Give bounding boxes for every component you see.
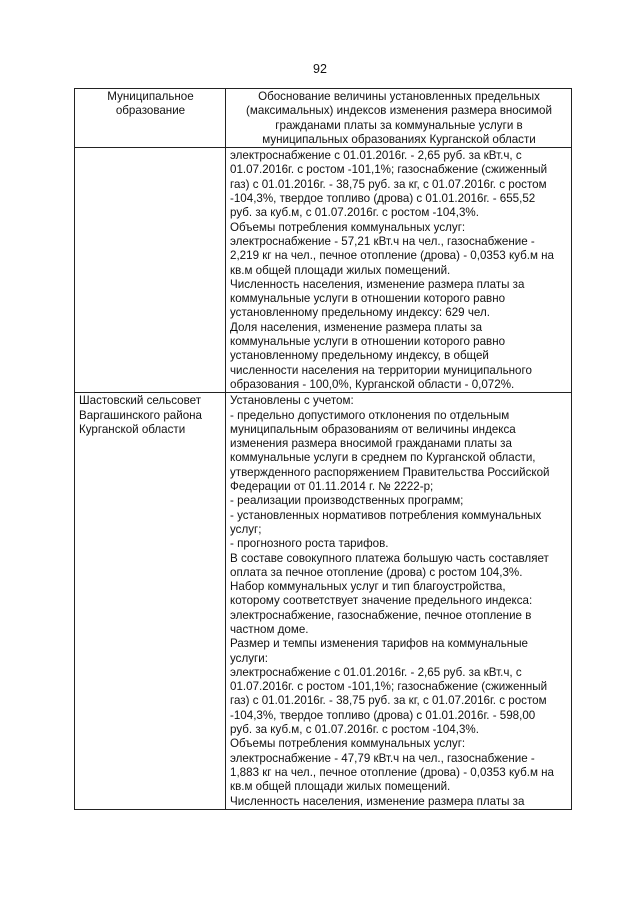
text-line: Доля населения, изменение размера платы за [230, 320, 483, 334]
header-col2 [230, 90, 568, 147]
text-line: 01.07.2016г. с ростом -101,1%; газоснабжение (сжиженный [230, 163, 548, 177]
header-justification [226, 89, 572, 148]
text-line: - прогнозного роста тарифов. [230, 537, 389, 551]
text-line: кв.м общей площади жилых помещений. [230, 780, 451, 794]
text-line: 1,883 кг на чел., печное отопление (дрова) - 0,0353 куб.м на [230, 765, 554, 779]
text-line: образование [115, 104, 186, 118]
text-line: Шастовский сельсовет [79, 394, 202, 408]
text-line: муниципальным образованиям от величины индекса [230, 422, 516, 436]
text-line: электроснабжение - 57,21 кВт.ч на чел., газоснабжение - [230, 234, 535, 248]
text-line: руб. за куб.м, с 01.07.2016г. с ростом -104,3%. [230, 206, 479, 220]
justification-cell [226, 393, 572, 810]
text-line: кв.м общей площади жилых помещений. [230, 263, 451, 277]
municipality-cell [75, 148, 226, 393]
text-line: Размер и темпы изменения тарифов на коммунальные [230, 637, 528, 651]
text-line: - установленных нормативов потребления коммунальных [230, 508, 542, 522]
text-line: коммунальные услуги в отношении которого равно [230, 335, 506, 349]
text-line: -104,3%, твердое топливо (дрова) с 01.01.2016г. - 598,00 [230, 708, 536, 722]
text-line: 01.07.2016г. с ростом -101,1%; газоснабжение (сжиженный [230, 680, 548, 694]
header-municipality [75, 89, 226, 148]
text-line: Установлены с учетом: [230, 394, 354, 408]
text-line: изменения размера вносимой гражданами платы за [230, 437, 512, 451]
text-line: электроснабжение с 01.01.2016г. - 2,65 руб. за кВт.ч, с [230, 665, 522, 679]
text-line: электроснабжение, газоснабжение, печное отопление в [230, 608, 532, 622]
text-line: муниципальных образованиях Курганской области [262, 132, 536, 146]
text-line: 2,219 кг на чел., печное отопление (дрова) - 0,0353 куб.м на [230, 249, 554, 263]
text-line: газ) с 01.01.2016г. - 38,75 руб. за кг, с 01.07.2016г. с ростом [230, 694, 547, 708]
text-line: установленному предельному индексу, в общей [230, 349, 489, 363]
tariff-index-table [74, 88, 572, 810]
text-line: Объемы потребления коммунальных услуг: [230, 737, 466, 751]
page-number: 92 [313, 62, 327, 76]
text-line: Набор коммунальных услуг и тип благоустройства, [230, 580, 506, 594]
text-line: - реализации производственных программ; [230, 494, 464, 508]
text-line: электроснабжение с 01.01.2016г. - 2,65 руб. за кВт.ч, с [230, 149, 522, 163]
table-row [75, 148, 572, 393]
text-line: (максимальных) индексов изменения размера вносимой [246, 104, 552, 118]
text-line: которому соответствует значение предельного индекса: [230, 594, 533, 608]
municipality-cell [75, 393, 226, 810]
header-col1 [79, 90, 222, 119]
table-header-row [75, 89, 572, 148]
text-line: услуги: [230, 651, 268, 665]
municipality-name [79, 394, 222, 437]
text-line: руб. за куб.м, с 01.07.2016г. с ростом -104,3%. [230, 723, 479, 737]
text-line: Численность населения, изменение размера платы за [230, 794, 525, 808]
table-row [75, 393, 572, 810]
text-line: гражданами платы за коммунальные услуги в [275, 118, 523, 132]
text-line: электроснабжение - 47,79 кВт.ч на чел., газоснабжение - [230, 751, 535, 765]
text-line: образования - 100,0%, Курганской области - 0,072%. [230, 377, 515, 391]
text-line: Варгашинского района [79, 408, 202, 422]
text-line: Курганской области [79, 422, 186, 436]
text-line: Муниципальное [107, 90, 194, 103]
text-line: услуг; [230, 522, 262, 536]
text-line: Численность населения, изменение размера платы за [230, 277, 525, 291]
justification-text [230, 394, 568, 809]
text-line: оплата за печное отопление (дрова) с ростом 104,3%. [230, 565, 523, 579]
text-line: установленному предельному индексу: 629 чел. [230, 306, 490, 320]
text-line: Федерации от 01.11.2014 г. № 2222-р; [230, 480, 434, 494]
text-line: газ) с 01.01.2016г. - 38,75 руб. за кг, с 01.07.2016г. с ростом [230, 177, 547, 191]
text-line: - предельно допустимого отклонения по отдельным [230, 408, 510, 422]
text-line: утвержденного распоряжением Правительства Российской [230, 465, 550, 479]
text-line: коммунальные услуги в среднем по Курганской области, [230, 451, 536, 465]
text-line: В составе совокупного платежа большую часть составляет [230, 551, 549, 565]
text-line: коммунальные услуги в отношении которого равно [230, 292, 506, 306]
justification-cell [226, 148, 572, 393]
text-line: Объемы потребления коммунальных услуг: [230, 220, 466, 234]
text-line: численности населения на территории муниципального [230, 363, 532, 377]
text-line: -104,3%, твердое топливо (дрова) с 01.01.2016г. - 655,52 [230, 192, 536, 206]
text-line: Обоснование величины установленных предельных [258, 90, 540, 103]
justification-text [230, 149, 568, 392]
text-line: частном доме. [230, 622, 309, 636]
